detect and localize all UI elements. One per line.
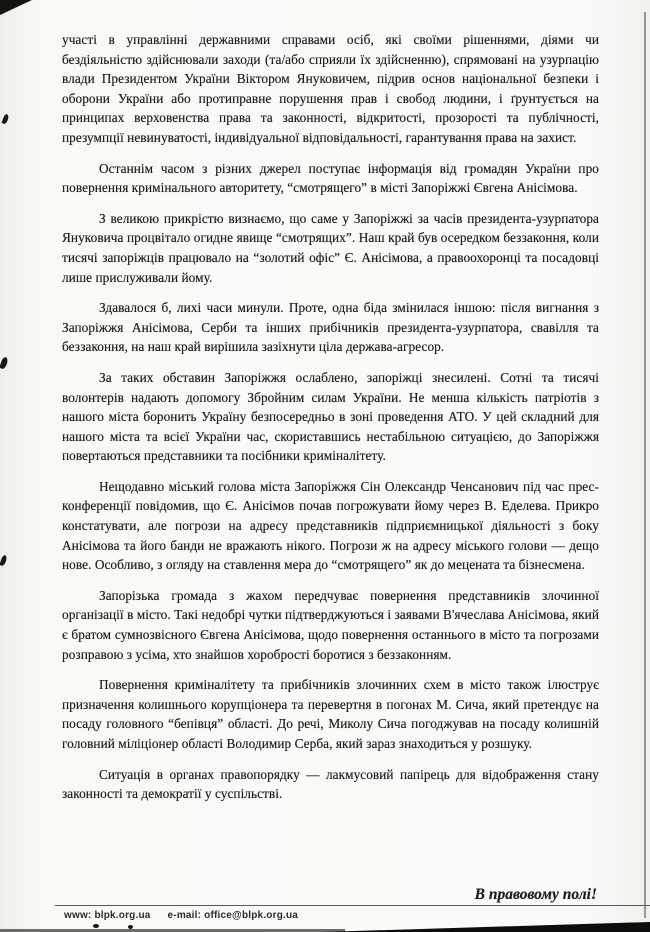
paragraph: Повернення криміналітету та прибічників злочинних схем в місто також ілюструє призначення колишнього корупціонера та перевертня в погонах М. Сича, який претендує на посаду головного “бепівця” області. До речі, Миколу Сича погоджував на посаду колишній головний міліціонер області Володимир Серба, який зараз знаходиться у розшуку. <box>62 677 599 751</box>
scan-artifact-mark <box>0 554 8 566</box>
footer-website: www: blpk.org.ua <box>64 910 151 921</box>
scan-artifact-edge-line <box>644 12 646 918</box>
paragraph: участі в управлінні державними справами осіб, які своїми рішеннями, діями чи бездіяльністю здійснювали заходи (та/або сприяли їх здійсненню), спрямовані на узурпацію влади Президентом України Віктором Януковичем, підрив основ національної безпеки і оборони України або протиправне порушення прав і свобод людини, і ґрунтується на принципах верховенства права та законності, відкритості, прозорості та публічності, презумпції невинуватості, індивідуальної відповідальності, гарантування права на захист. <box>62 32 599 145</box>
footer-email: e-mail: office@blpk.org.ua <box>167 910 299 921</box>
scan-artifact-corner <box>0 0 32 15</box>
paragraph: Запорізька громада з жахом передчуває повернення представників злочинної організації в місто. Такі недобрі чутки підтверджуються і заявами В'ячеслава Анісімова, який є братом сумнозвісного Євгена Анісімова, щодо повернення останнього в місто та погрозами розправою з усіма, хто знайшов хоробрості боротися з беззаконням. <box>62 587 599 662</box>
scan-artifact-bottom-wedge <box>322 922 650 932</box>
paragraph: Нещодавно міський голова міста Запоріжжя Сін Олександр Ченсанович під час прес-конференції повідомив, що Є. Анісімов почав погрожувати йому через В. Еделева. Прикро констатувати, але погрози на адресу представників підприємницької діяльності з боку Анісімова та його банди не вражають нікого. Погрози ж на адресу міського голови — дещо нове. Особливо, з огляду на ставлення мера до “смотрящего” як до мецената та бізнесмена. <box>62 478 599 573</box>
paragraph: З великою прикрістю визнаємо, що саме у Запоріжжі за часів президента-узурпатора Януковича процвітало огидне явище “смотрящих”. Наш край був осередком беззаконня, коли тисячі запоріжців працювало на “золотий офіс” Є. Анісімова, а правоохоронці та посадовці лише прислуживали йому. <box>62 210 599 285</box>
paragraph: Здавалося б, лихі часи минули. Проте, одна біда змінилася іншою: після вигнання з Запоріжжя Анісімова, Серби та інших прибічників президента-узурпатора, свавілля та беззаконня, на наш край вирішила зазіхнути ціла держава-агресор. <box>62 300 599 355</box>
scan-artifact-dot <box>128 925 133 929</box>
paragraph: За таких обставин Запоріжжя ослаблено, запоріжці знесилені. Сотні та тисячі волонтерів надають допомогу Збройним силам України. Не менша кількість патріотів з нашого міста боронить Україну безпосередньо в зоні проведення АТО. У цей складний для нашого міста та всієї України час, скориставшись нестабільною ситуацією, до Запоріжжя повертаються представники та посібники криміналітету. <box>62 369 599 464</box>
closing-slogan: В правовому полі! <box>474 886 597 903</box>
footer-divider <box>55 905 650 906</box>
scan-artifact-dot <box>93 924 99 928</box>
footer <box>64 910 312 921</box>
letter-body <box>62 30 599 815</box>
paragraph: Останнім часом з різних джерел поступає інформація від громадян України про повернення кримінального авторитету, “смотрящего” в місті Запоріжжі Євгена Анісімова. <box>62 160 599 196</box>
scan-artifact-mark <box>2 113 10 124</box>
paragraph: Ситуація в органах правопорядку — лакмусовий папірець для відображення стану законності та демократії у суспільстві. <box>62 766 599 802</box>
scan-artifact-mark <box>0 356 9 369</box>
